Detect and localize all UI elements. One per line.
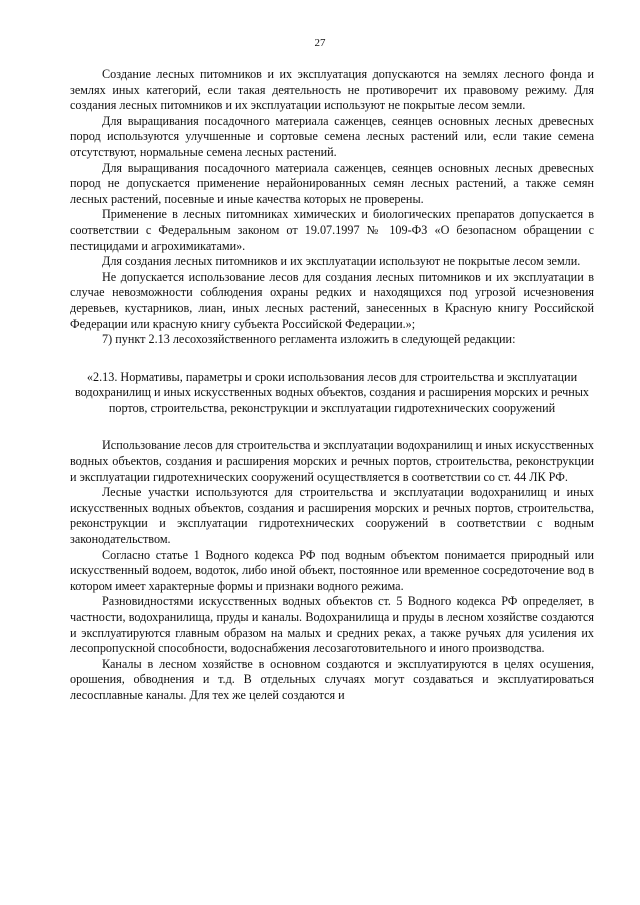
section-heading: «2.13. Нормативы, параметры и сроки использования лесов для строительства и эксплуатации водохранилищ и иных искусственных водных объектов, создания и расширения морских и речных портов, строительства, реконструкции и эксплуатации гидротехнических сооружений — [74, 369, 590, 415]
page-number: 27 — [314, 37, 326, 49]
page-content — [70, 67, 594, 704]
paragraph: Разновидностями искусственных водных объектов ст. 5 Водного кодекса РФ определяет, в частности, водохранилища, пруды и каналы. Водохранилища и пруды в лесном хозяйстве создаются и эксплуатируются главным образом на малых и средних реках, а также ручьях для усиления их лесопропускной способности, водоснабжения лесозаготовительного и иного производства. — [70, 594, 594, 656]
paragraph: Для выращивания посадочного материала саженцев, сеянцев основных лесных древесных пород не допускается применение нерайонированных семян лесных растений, а также семян лесных растений, посевные и иные качества которых не проверены. — [70, 160, 594, 206]
paragraph: Для выращивания посадочного материала саженцев, сеянцев основных лесных древесных пород используются улучшенные и сортовые семена лесных растений или, если такие семена отсутствуют, нормальные семена лесных растений. — [70, 113, 594, 159]
paragraph: Для создания лесных питомников и их эксплуатации используют не покрытые лесом земли. — [102, 254, 581, 269]
paragraph: Создание лесных питомников и их эксплуатация допускаются на землях лесного фонда и землях иных категорий, если такая деятельность не противоречит их правовому режиму. Для создания лесных питомников и их эксплуатации используют не покрытые лесом земли. — [70, 67, 594, 113]
paragraph: Лесные участки используются для строительства и эксплуатации водохранилищ и иных искусственных водных объектов, создания и расширения морских и речных портов, строительства, реконструкции и эксплуатации гидротехнических сооружений в соответствии с водным законодательством. — [70, 485, 594, 547]
paragraph: Не допускается использование лесов для создания лесных питомников и их эксплуатации в случае невозможности соблюдения охраны редких и находящихся под угрозой исчезновения деревьев, кустарников, лиан, иных лесных растений, занесенных в Красную книгу Российской Федерации или красную книгу субъекта Российской Федерации.»; — [70, 269, 594, 331]
paragraph: Согласно статье 1 Водного кодекса РФ под водным объектом понимается природный или искусственный водоем, водоток, либо иной объект, постоянное или временное сосредоточение вод в котором имеет характерные формы и признаки водного режима. — [70, 547, 594, 593]
paragraph: Использование лесов для строительства и эксплуатации водохранилищ и иных искусственных водных объектов, создания и расширения морских и речных портов, строительства, реконструкции и эксплуатации гидротехнических сооружений осуществляется в соответствии со ст. 44 ЛК РФ. — [70, 438, 594, 484]
paragraph: Применение в лесных питомниках химических и биологических препаратов допускается в соответствии с Федеральным законом от 19.07.1997 № 109-ФЗ «О безопасном обращении с пестицидами и агрохимикатами». — [70, 207, 594, 253]
paragraph: 7) пункт 2.13 лесохозяйственного регламента изложить в следующей редакции: — [102, 332, 516, 347]
paragraph: Каналы в лесном хозяйстве в основном создаются и эксплуатируются в целях осушения, орошения, обводнения и т.д. В отдельных случаях могут создаваться и эксплуатироваться лесосплавные каналы. Для тех же целей создаются и — [70, 656, 594, 702]
